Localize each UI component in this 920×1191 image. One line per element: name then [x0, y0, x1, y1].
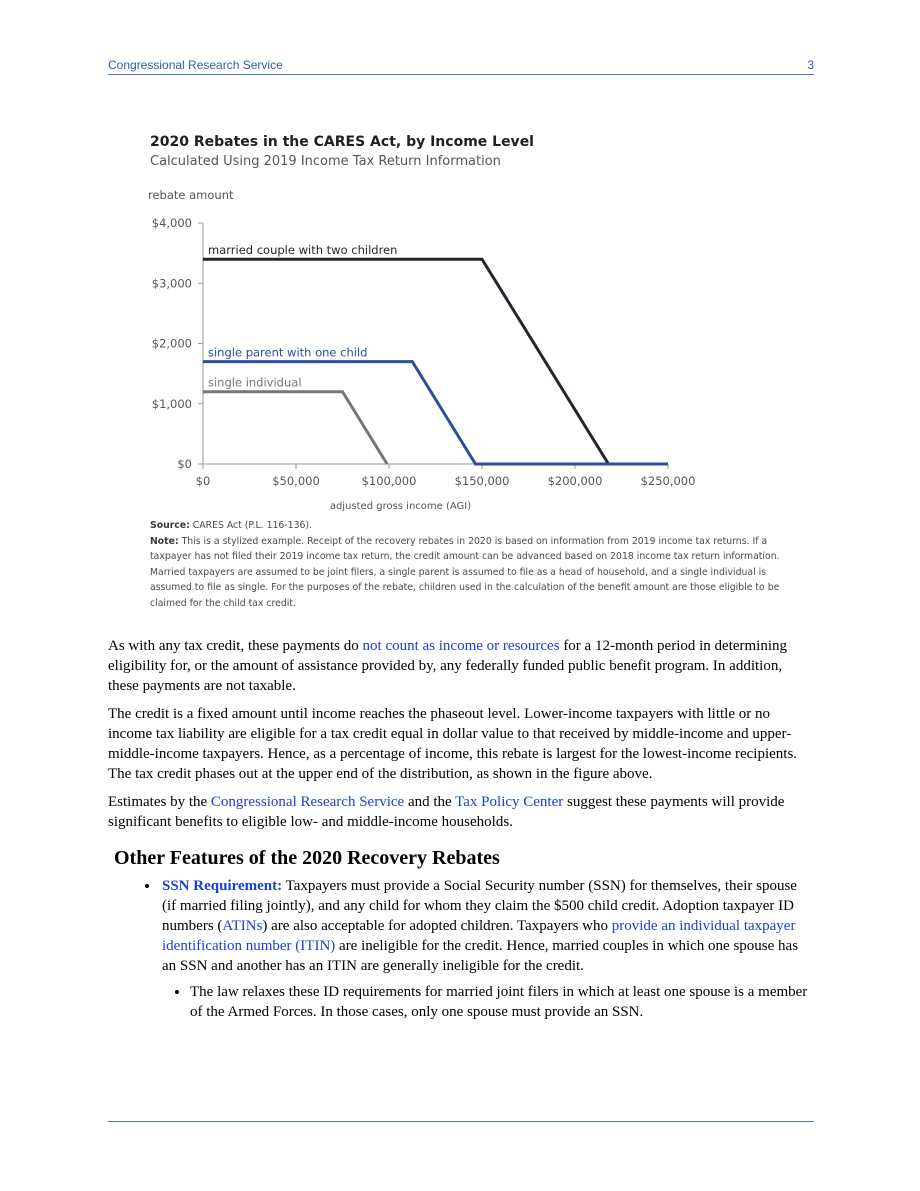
paragraph-3: Estimates by the Congressional Research Service and the Tax Policy Center suggest these payments will provide significant benefits to eligible low- and middle-income households. [108, 794, 785, 830]
series-label-2: single parent with one child [208, 345, 368, 360]
x-tick-label: $250,000 [640, 474, 696, 488]
page-number: 3 [807, 58, 814, 72]
x-tick-label: $0 [195, 474, 211, 488]
x-tick-label: $100,000 [361, 474, 417, 488]
y-tick-label: $0 [177, 457, 192, 471]
link-not-count-as-income[interactable]: not count as income or resources [362, 638, 560, 654]
rebate-line-chart [140, 130, 800, 520]
figure-source: Source: CARES Act (P.L. 116-136). [150, 520, 312, 531]
x-axis-label: adjusted gross income (AGI) [329, 501, 472, 512]
header-publisher: Congressional Research Service [108, 58, 283, 72]
series-line-3 [203, 392, 387, 464]
body-text [108, 636, 808, 1028]
x-tick-label: $50,000 [272, 474, 320, 488]
ssn-requirement-label: SSN Requirement: [162, 878, 283, 894]
figure-subtitle: Calculated Using 2019 Income Tax Return Information [150, 154, 501, 169]
y-axis-label: rebate amount [148, 188, 234, 202]
list-item-ssn-requirement: • SSN Requirement: Taxpayers must provide a Social Security number (SSN) for themselves, their spouse (if married filing jointly), and any child for whom they claim the $500 child credit. Adoption taxpayer ID numbers (ATINs) are also acceptable for adopted children. Taxpayers who provide an individual taxpayer identification number (ITIN) are ineligible for the credit. Hence, married couples in which one spouse has an SSN and another has an ITIN are generally ineligible for the credit. • The law relaxes these ID requirements for married joint filers in which at least one spouse is a member of the Armed Forces. In those cases, only one spouse must provide an SSN. [160, 876, 808, 1022]
figure-notes [150, 518, 780, 611]
y-tick-label: $2,000 [151, 336, 192, 351]
x-tick-label: $150,000 [454, 474, 510, 488]
link-congressional-research-service[interactable]: Congressional Research Service [210, 794, 405, 810]
features-list [108, 876, 808, 1022]
figure [140, 130, 800, 610]
link-provide-itin[interactable]: provide an individual taxpayer identification number (ITIN) [162, 918, 796, 954]
page-header [108, 58, 814, 75]
series-label-3: single individual [208, 375, 302, 390]
y-tick-label: $4,000 [151, 216, 192, 230]
paragraph-2: The credit is a fixed amount until income reaches the phaseout level. Lower-income taxpayers with little or no income tax liability are eligible for a tax credit equal in dollar value to that received by middle-income and upper-middle-income taxpayers. Hence, as a percentage of income, this rebate is largest for the lowest-income recipients. The tax credit phases out at the upper end of the distribution, as shown in the figure above. [108, 706, 798, 782]
paragraph-1: As with any tax credit, these payments do not count as income or resources for a 12-month period in determining eligibility for, or the amount of assistance provided by, any federally funded public benefit program. In addition, these payments are not taxable. [108, 638, 788, 694]
section-heading: Other Features of the 2020 Recovery Rebates [114, 847, 500, 869]
y-tick-label: $3,000 [151, 276, 192, 291]
x-tick-label: $200,000 [547, 474, 603, 488]
figure-note: Note: This is a stylized example. Receipt of the recovery rebates in 2020 is based on information from 2019 income tax returns. If a taxpayer has not filed their 2019 income tax return, the credit amount can be advanced based on 2018 income tax return information. Married taxpayers are assumed to be joint filers, a single parent is assumed to file as a head of household, and a single individual is assumed to file as single. For the purposes of the rebate, children used in the calculation of the benefit amount are those eligible to be claimed for the child tax credit. [150, 535, 780, 609]
list-item-armed-forces: • The law relaxes these ID requirements for married joint filers in which at least one spouse is a member of the Armed Forces. In those cases, only one spouse must provide an SSN. [190, 982, 808, 1022]
series-label-1: married couple with two children [208, 243, 398, 258]
footer-divider [108, 1121, 814, 1122]
link-tax-policy-center[interactable]: Tax Policy Center [455, 794, 564, 810]
sub-list [162, 982, 808, 1022]
link-atins[interactable]: ATINs [222, 918, 263, 934]
figure-title: 2020 Rebates in the CARES Act, by Income Level [150, 134, 534, 150]
y-tick-label: $1,000 [151, 396, 192, 411]
